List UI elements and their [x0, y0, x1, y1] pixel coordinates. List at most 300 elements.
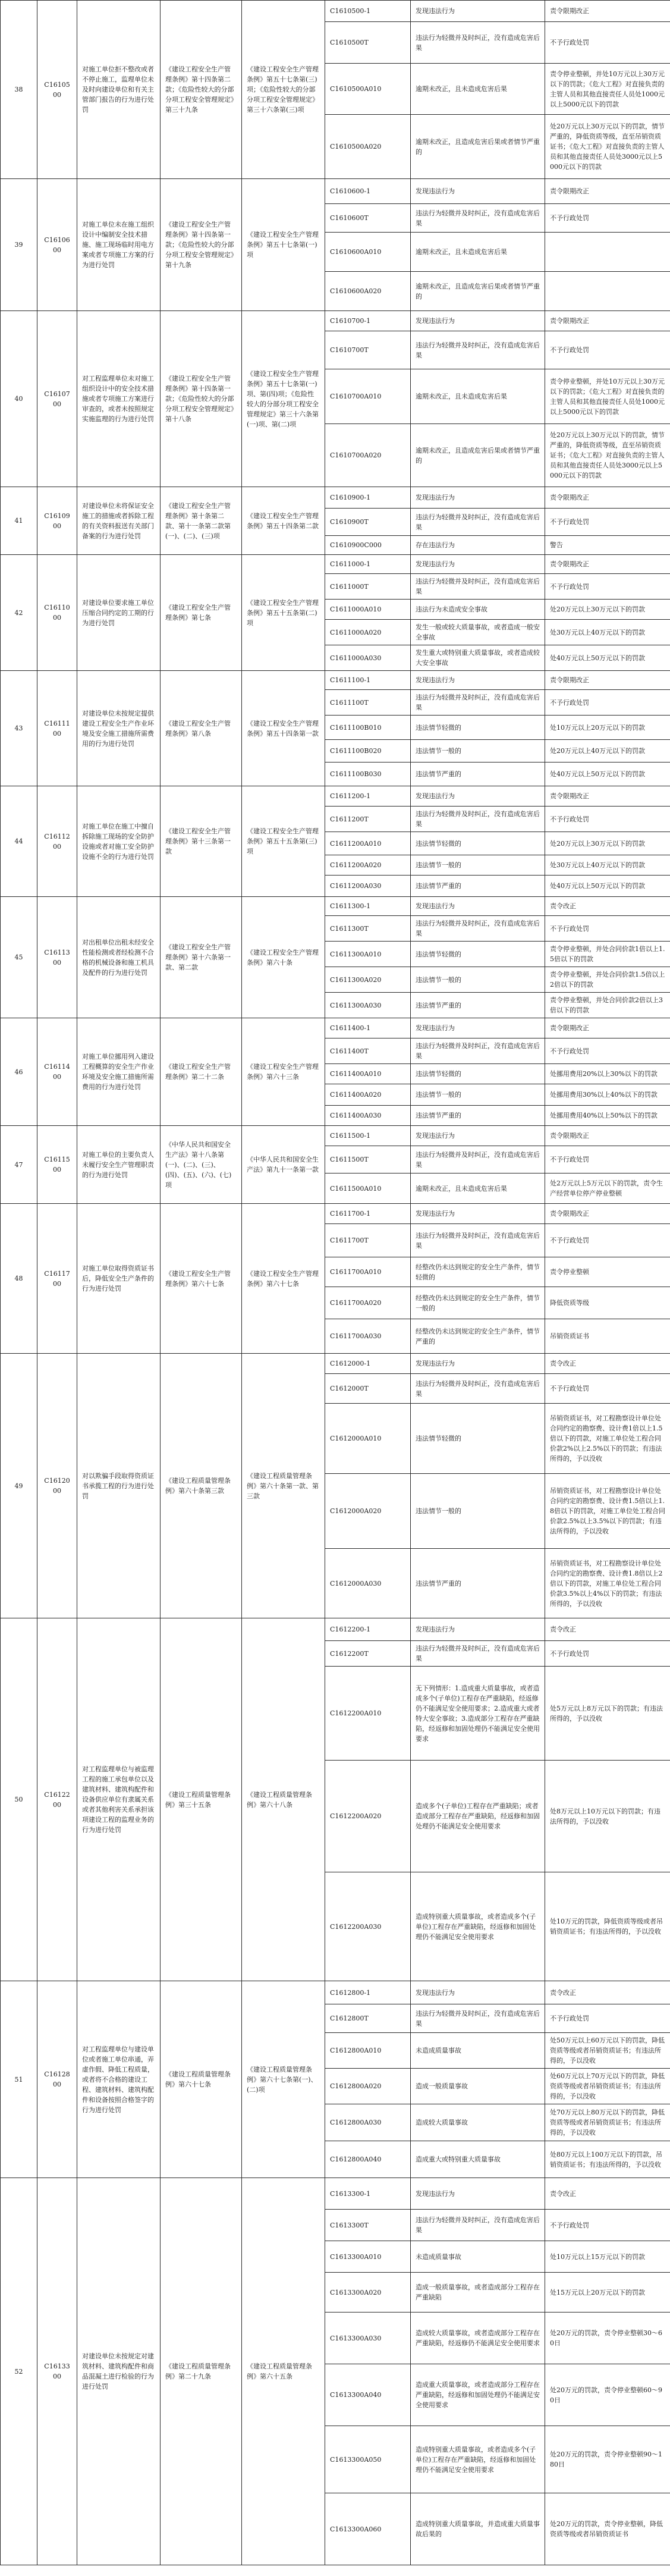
violation-condition: 发现违法行为	[411, 179, 545, 204]
sub-item-code: C1610500A020	[325, 115, 411, 179]
penalty-standard: 不予行政处罚	[545, 916, 670, 942]
violation-condition: 经整改仍未达到规定的安全生产条件，情节轻微的	[411, 1257, 545, 1287]
sub-item-code: C1612200A010	[325, 1667, 411, 1761]
sub-item-code: C1612000-1	[325, 1354, 411, 1374]
penalty-standard: 处40万元以上50万元以下的罚款	[545, 763, 670, 786]
item-description: 对工程监理单位未对施工组织设计中的安全技术措施或者专项施工方案进行审查的，或者未按照规定实施监理的行为进行处罚	[77, 311, 161, 487]
item-number: 38	[1, 1, 37, 179]
sub-item-code: C1611200T	[325, 807, 411, 832]
item-description: 对建设单位未按规定对建筑材料、建筑构配件和商品混凝土进行检验的行为进行处罚	[77, 2178, 161, 2565]
violation-condition: 逾期未改正，且未造成危害后果	[411, 64, 545, 115]
table-row	[1, 311, 670, 331]
sub-item-code: C1610900-1	[325, 487, 411, 509]
violation-condition: 违法行为轻微并及时纠正，没有造成危害后果	[411, 22, 545, 64]
sub-item-code: C1610500A010	[325, 64, 411, 115]
penalty-standard: 处20万元的罚款，责令停业整顿，降低资质等级或者吊销资质证书	[545, 2493, 670, 2565]
sub-item-code: C1611700A030	[325, 1319, 411, 1354]
penalty-standard: 处20万元以上30万元以下的罚款，情节严重的，降低资质等级，直至吊销资质证书；《危大工程》对直接负责的主管人员和其他直接责任人员处3000元以上5000元以下的罚款	[545, 424, 670, 487]
item-number: 47	[1, 1126, 37, 1204]
penalty-standard: 处20万元的罚款，责令停业整顿90～180日	[545, 2426, 670, 2493]
penalty-standard: 处8万元以上10万元以下的罚款；有违法所得的，予以没收	[545, 1761, 670, 1872]
sub-item-code: C1611100-1	[325, 671, 411, 690]
penalty-standard: 不予行政处罚	[545, 1641, 670, 1667]
legal-basis-requirement: 《建设工程安全生产管理条例》第十六条第一款、第二款	[161, 897, 242, 1018]
violation-condition: 发现违法行为	[411, 1126, 545, 1146]
table-row	[1, 179, 670, 204]
violation-condition: 违法行为轻微并及时纠正，没有造成危害后果	[411, 1038, 545, 1064]
violation-condition: 发现违法行为	[411, 487, 545, 509]
violation-condition: 逾期未改正，且造成危害后果或者情节严重的	[411, 115, 545, 179]
legal-basis-penalty: 《建设工程质量管理条例》第六十五条	[242, 2178, 325, 2565]
violation-condition: 违法情节一般的	[411, 1474, 545, 1549]
sub-item-code: C1610700-1	[325, 311, 411, 331]
table-row	[1, 1354, 670, 1374]
violation-condition: 经整改仍未达到规定的安全生产条件，情节一般的	[411, 1287, 545, 1319]
sub-item-code: C1610700T	[325, 331, 411, 369]
sub-item-code: C1611000T	[325, 574, 411, 600]
sub-item-code: C1611300T	[325, 916, 411, 942]
item-code: C1611000	[37, 555, 77, 671]
sub-item-code: C1610700A010	[325, 369, 411, 424]
sub-item-code: C1611100T	[325, 690, 411, 716]
item-number: 39	[1, 179, 37, 311]
violation-condition: 违法情节严重的	[411, 876, 545, 897]
sub-item-code: C1612800A030	[325, 2104, 411, 2141]
legal-basis-requirement: 《建设工程质量管理条例》第二十九条	[161, 2178, 242, 2565]
violation-condition: 发现违法行为	[411, 1, 545, 22]
sub-item-code: C1612800T	[325, 2004, 411, 2033]
violation-condition: 造成重大或特别重大质量事故	[411, 2141, 545, 2178]
sub-item-code: C1613300A030	[325, 2313, 411, 2364]
penalty-standard: 责令限期改正	[545, 487, 670, 509]
item-code: C1610900	[37, 487, 77, 555]
sub-item-code: C1612000T	[325, 1374, 411, 1404]
table-row	[1, 786, 670, 807]
sub-item-code: C1611300A020	[325, 967, 411, 993]
violation-condition: 违法情节严重的	[411, 993, 545, 1018]
penalty-standard: 吊销资质证书	[545, 1319, 670, 1354]
violation-condition: 违法行为轻微并及时纠正，没有造成危害后果	[411, 204, 545, 233]
violation-condition: 发现违法行为	[411, 1204, 545, 1224]
legal-basis-penalty: 《建设工程安全生产管理条例》第五十七条第(三)项；《危险性较大的分部分项工程安全管理规定》第三十六条第(三)项	[242, 1, 325, 179]
legal-basis-requirement: 《建设工程质量管理条例》第六十七条	[161, 1981, 242, 2178]
item-code: C1611700	[37, 1204, 77, 1354]
legal-basis-penalty: 《中华人民共和国安全生产法》第九十一条第一款	[242, 1126, 325, 1204]
legal-basis-requirement: 《建设工程安全生产管理条例》第十四条第一款；《危险性较大的分部分项工程安全管理规定》第十九条	[161, 179, 242, 311]
violation-condition: 违法情节严重的	[411, 763, 545, 786]
table-row	[1, 1, 670, 22]
legal-basis-penalty: 《建设工程安全生产管理条例》第六十三条	[242, 1018, 325, 1126]
penalty-standard: 处60万元以上70万元以下的罚款，降低资质等级或者吊销资质证书；有违法所得的，予以没收	[545, 2069, 670, 2104]
penalty-standard: 责令改正	[545, 1981, 670, 2004]
penalty-standard: 责令限期改正	[545, 1204, 670, 1224]
item-number: 50	[1, 1618, 37, 1981]
violation-condition: 违法行为轻微并及时纠正，没有造成危害后果	[411, 1224, 545, 1257]
penalty-standard: 处20万元以上30万元以下的罚款，情节严重的，降低资质等级，直至吊销资质证书；《危大工程》对直接负责的主管人员和其他直接责任人员处3000元以上5000元以下的罚款	[545, 115, 670, 179]
sub-item-code: C1611400T	[325, 1038, 411, 1064]
penalty-standard: 处40万元以上50万元以下的罚款	[545, 645, 670, 671]
violation-condition: 造成较大质量事故，或者造成部分工程存在严重缺陷，经返修仍不能满足安全使用要求	[411, 2313, 545, 2364]
violation-condition: 违法情节严重的	[411, 1106, 545, 1126]
penalty-standard: 不予行政处罚	[545, 1038, 670, 1064]
penalty-standard: 处20万元的罚款，责令停业整顿30～60日	[545, 2313, 670, 2364]
legal-basis-requirement: 《建设工程安全生产管理条例》第十四条第一款；《危险性较大的分部分项工程安全管理规定》第十八条	[161, 311, 242, 487]
item-code: C1611400	[37, 1018, 77, 1126]
violation-condition: 违法情节轻微的	[411, 832, 545, 855]
penalty-standard: 责令限期改正	[545, 179, 670, 204]
violation-condition: 发现违法行为	[411, 1981, 545, 2004]
violation-condition: 违法行为轻微并及时纠正，没有造成危害后果	[411, 2210, 545, 2241]
item-number: 52	[1, 2178, 37, 2565]
penalty-standard: 处20万元以上30万元以下的罚款	[545, 832, 670, 855]
violation-condition: 无下列情形：1.造成重大质量事故，或者造成多个(子单位)工程存在严重缺陷，经返修仍不能满足安全使用要求；2.造成重大或者特大安全事故；3.造成部分工程存在严重缺陷，经返修和加固处理仍不能满足安全使用要求	[411, 1667, 545, 1761]
penalty-standard: 不予行政处罚	[545, 509, 670, 536]
violation-condition: 发现违法行为	[411, 671, 545, 690]
violation-condition: 逾期未改正，且造成危害后果或者情节严重的	[411, 272, 545, 311]
violation-condition: 违法情节轻微的	[411, 942, 545, 967]
penalty-standard: 吊销资质证书，对工程勘察设计单位处合同约定的勘察费、设计费1.8倍以上2倍以下的罚款，对施工单位处工程合同价款3.5%以上4%以下的罚款；有违法所得的，予以没收	[545, 1549, 670, 1618]
legal-basis-requirement: 《建设工程安全生产管理条例》第八条	[161, 671, 242, 786]
violation-condition: 造成一般质量事故，或者造成部分工程存在严重缺陷	[411, 2273, 545, 2313]
violation-condition: 发现违法行为	[411, 897, 545, 916]
sub-item-code: C1611000-1	[325, 555, 411, 574]
sub-item-code: C1612200A020	[325, 1761, 411, 1872]
violation-condition: 发现违法行为	[411, 2178, 545, 2210]
table-body	[1, 1, 670, 2565]
penalty-standard: 处80万元以上100万元以下的罚款，吊销资质证书；有违法所得的，予以没收	[545, 2141, 670, 2178]
sub-item-code: C1610500-1	[325, 1, 411, 22]
penalty-standard: 责令限期改正	[545, 1126, 670, 1146]
legal-basis-penalty: 《建设工程安全生产管理条例》第五十四条第二款	[242, 487, 325, 555]
item-number: 43	[1, 671, 37, 786]
sub-item-code: C1611200A030	[325, 876, 411, 897]
penalty-standard: 处15万元以上20万元以下的罚款	[545, 2273, 670, 2313]
item-code: C1612200	[37, 1618, 77, 1981]
sub-item-code: C1611300-1	[325, 897, 411, 916]
legal-basis-requirement: 《建设工程安全生产管理条例》第十四条第二款；《危险性较大的分部分项工程安全管理规定》第三十九条	[161, 1, 242, 179]
violation-condition: 经整改仍未达到规定的安全生产条件，情节严重的	[411, 1319, 545, 1354]
item-description: 对出租单位出租未经安全性能检测或者经检测不合格的机械设备和施工机具及配件的行为进行处罚	[77, 897, 161, 1018]
penalty-standard: 不予行政处罚	[545, 574, 670, 600]
violation-condition: 违法行为轻微并及时纠正，没有造成危害后果	[411, 690, 545, 716]
sub-item-code: C1611700-1	[325, 1204, 411, 1224]
penalty-standard: 吊销资质证书，对工程勘察设计单位处合同约定的勘察费、设计费1倍以上1.5倍以下的罚款，对施工单位处工程合同价款2%以上2.5%以下的罚款；有违法所得的，予以没收	[545, 1404, 670, 1474]
sub-item-code: C1611500A010	[325, 1174, 411, 1204]
penalty-standard: 责令限期改正	[545, 555, 670, 574]
legal-basis-penalty: 《建设工程安全生产管理条例》第五十五条第(三)项	[242, 786, 325, 897]
sub-item-code: C1611000A030	[325, 645, 411, 671]
item-description: 对施工单位在施工中擅自拆除施工现场的安全防护设施或者对施工安全防护设施不全的行为进行处罚	[77, 786, 161, 897]
legal-basis-penalty: 《建设工程安全生产管理条例》第六十条	[242, 897, 325, 1018]
violation-condition: 逾期未改正，且未造成危害后果	[411, 369, 545, 424]
item-description: 对施工单位未在施工组织设计中编制安全技术措施、施工现场临时用电方案或者专项施工方案的行为进行处罚	[77, 179, 161, 311]
penalty-standard: 责令限期改正	[545, 1018, 670, 1038]
penalty-standard: 处50万元以上60万元以下的罚款，降低资质等级或者吊销资质证书；有违法所得的，予以没收	[545, 2033, 670, 2069]
violation-condition: 违法行为轻微并及时纠正，没有造成危害后果	[411, 509, 545, 536]
table-row	[1, 671, 670, 690]
violation-condition: 造成较大质量事故	[411, 2104, 545, 2141]
violation-condition: 违法行为轻微并及时纠正，没有造成危害后果	[411, 1146, 545, 1174]
violation-condition: 违法情节轻微的	[411, 716, 545, 740]
violation-condition: 造成特别重大质量事故，或者造成多个(子单位)工程存在严重缺陷，经返修和加固处理仍不能满足安全使用要求	[411, 1872, 545, 1981]
item-code: C1611300	[37, 897, 77, 1018]
sub-item-code: C1611000A010	[325, 600, 411, 620]
sub-item-code: C1613300A060	[325, 2493, 411, 2565]
item-code: C1612000	[37, 1354, 77, 1618]
violation-condition: 发现违法行为	[411, 555, 545, 574]
sub-item-code: C1611000A020	[325, 620, 411, 645]
item-code: C1611500	[37, 1126, 77, 1204]
sub-item-code: C1613300A010	[325, 2241, 411, 2273]
violation-condition: 发生重大或特别重大质量事故，或者造成较大安全事故	[411, 645, 545, 671]
sub-item-code: C1610500T	[325, 22, 411, 64]
sub-item-code: C1611400A030	[325, 1106, 411, 1126]
sub-item-code: C1612800A020	[325, 2069, 411, 2104]
violation-condition: 违法行为轻微并及时纠正，没有造成危害后果	[411, 574, 545, 600]
penalty-standard: 不予行政处罚	[545, 1374, 670, 1404]
penalty-standard: 处挪用费用20%以上30%以下的罚款	[545, 1064, 670, 1084]
sub-item-code: C1613300T	[325, 2210, 411, 2241]
item-description: 对工程监理单位与建设单位或者施工单位串通，弄虚作假、降低工程质量，或者将不合格的建设工程、建筑材料、建筑构配件和设备按照合格签字的行为进行处罚	[77, 1981, 161, 2178]
penalty-standard: 责令停业整顿，并处10万元以上30万元以下的罚款；《危大工程》对直接负责的主管人员和其他直接责任人员处1000元以上5000元以下的罚款	[545, 64, 670, 115]
sub-item-code: C1613300A040	[325, 2364, 411, 2426]
violation-condition: 发现违法行为	[411, 1018, 545, 1038]
sub-item-code: C1610600T	[325, 204, 411, 233]
legal-basis-penalty: 《建设工程质量管理条例》第六十七条第(一)、(二)项	[242, 1981, 325, 2178]
penalty-standard: 责令限期改正	[545, 671, 670, 690]
item-number: 42	[1, 555, 37, 671]
penalty-standard: 责令停业整顿，并处合同价款1倍以上1.5倍以下的罚款	[545, 942, 670, 967]
violation-condition: 违法行为轻微并及时纠正，没有造成危害后果	[411, 2004, 545, 2033]
penalty-standard: 责令限期改正	[545, 311, 670, 331]
penalty-standard: 不予行政处罚	[545, 1146, 670, 1174]
item-code: C1610600	[37, 179, 77, 311]
table-row	[1, 1126, 670, 1146]
sub-item-code: C1612200-1	[325, 1618, 411, 1641]
item-description: 对施工单位拒不整改或者不停止施工，监理单位未及时向建设单位和有关主管部门报告的行为进行处罚	[77, 1, 161, 179]
violation-condition: 逾期未改正，且未造成危害后果	[411, 233, 545, 272]
violation-condition: 发现违法行为	[411, 786, 545, 807]
penalty-standard: 处2万元以上5万元以下的罚款，责令生产经营单位停产停业整顿	[545, 1174, 670, 1204]
penalty-standard: 不予行政处罚	[545, 22, 670, 64]
sub-item-code: C1612800A040	[325, 2141, 411, 2178]
sub-item-code: C1610900C000	[325, 536, 411, 555]
violation-condition: 未造成质量事故	[411, 2241, 545, 2273]
item-number: 41	[1, 487, 37, 555]
legal-basis-requirement: 《中华人民共和国安全生产法》第十八条第(一)、(二)、(三)、(四)、(五)、(六)、(七)项	[161, 1126, 242, 1204]
sub-item-code: C1611200A020	[325, 855, 411, 876]
sub-item-code: C1613300A020	[325, 2273, 411, 2313]
table-row	[1, 1204, 670, 1224]
item-number: 51	[1, 1981, 37, 2178]
penalty-standard	[545, 233, 670, 272]
sub-item-code: C1611200A010	[325, 832, 411, 855]
legal-basis-requirement: 《建设工程安全生产管理条例》第二十二条	[161, 1018, 242, 1126]
sub-item-code: C1611400A010	[325, 1064, 411, 1084]
penalty-standard: 降低资质等级	[545, 1287, 670, 1319]
penalty-standard: 处10万元以上15万元以下的罚款	[545, 2241, 670, 2273]
legal-basis-penalty: 《建设工程质量管理条例》第六十条第一款、第三款	[242, 1354, 325, 1618]
sub-item-code: C1612000A030	[325, 1549, 411, 1618]
item-description: 对建设单位要求施工单位压缩合同约定的工期的行为进行处罚	[77, 555, 161, 671]
sub-item-code: C1611200-1	[325, 786, 411, 807]
legal-basis-requirement: 《建设工程质量管理条例》第六十条第三款	[161, 1354, 242, 1618]
item-description: 对工程监理单位与被监理工程的施工承包单位以及建筑材料、建筑构配件和设备供应单位有隶属关系或者其他利害关系承担该项建设工程的监理业务的行为进行处罚	[77, 1618, 161, 1981]
sub-item-code: C1611500T	[325, 1146, 411, 1174]
sub-item-code: C1610600A020	[325, 272, 411, 311]
violation-condition: 违法行为轻微并及时纠正，没有造成危害后果	[411, 1641, 545, 1667]
penalty-standard: 责令停业整顿	[545, 1257, 670, 1287]
violation-condition: 造成多个(子单位)工程存在严重缺陷；或者造成部分工程存在严重缺陷，经返修和加固处理仍不能满足安全使用要求	[411, 1761, 545, 1872]
legal-basis-penalty: 《建设工程安全生产管理条例》第五十四条第一款	[242, 671, 325, 786]
violation-condition: 违法情节轻微的	[411, 1404, 545, 1474]
violation-condition: 存在违法行为	[411, 536, 545, 555]
penalty-standard: 责令改正	[545, 2178, 670, 2210]
sub-item-code: C1611500-1	[325, 1126, 411, 1146]
legal-basis-penalty: 《建设工程安全生产管理条例》第五十七条第(一)项、第(四)项；《危险性较大的分部分项工程安全管理规定》第三十六条第(一)项、第(二)项	[242, 311, 325, 487]
penalty-standard: 不予行政处罚	[545, 204, 670, 233]
sub-item-code: C1610600A010	[325, 233, 411, 272]
violation-condition: 发现违法行为	[411, 1618, 545, 1641]
legal-basis-requirement: 《建设工程安全生产管理条例》第十条第二款、第十一条第二款第(一)、(二)、(三)项	[161, 487, 242, 555]
item-number: 40	[1, 311, 37, 487]
violation-condition: 违法情节一般的	[411, 855, 545, 876]
sub-item-code: C1611700T	[325, 1224, 411, 1257]
sub-item-code: C1613300A050	[325, 2426, 411, 2493]
sub-item-code: C1611700A020	[325, 1287, 411, 1319]
legal-basis-requirement: 《建设工程质量管理条例》第三十五条	[161, 1618, 242, 1981]
penalty-standard: 责令改正	[545, 897, 670, 916]
violation-condition: 造成特别重大质量事故，并造成重大质量事故后果的	[411, 2493, 545, 2565]
penalty-standard	[545, 272, 670, 311]
penalty-standard: 处挪用费用30%以上40%以下的罚款	[545, 1084, 670, 1106]
item-description: 对施工单位的主要负责人未履行安全生产管理职责的行为进行处罚	[77, 1126, 161, 1204]
sub-item-code: C1611100B030	[325, 763, 411, 786]
penalty-standard: 不予行政处罚	[545, 1224, 670, 1257]
table-row	[1, 555, 670, 574]
penalty-standard: 不予行政处罚	[545, 807, 670, 832]
violation-condition: 发生一般或较大质量事故，或者造成一般安全事故	[411, 620, 545, 645]
penalty-standard: 警告	[545, 536, 670, 555]
violation-condition: 未造成质量事故	[411, 2033, 545, 2069]
legal-basis-penalty: 《建设工程质量管理条例》第六十八条	[242, 1618, 325, 1981]
violation-condition: 逾期未改正，且造成危害后果或者情节严重的	[411, 424, 545, 487]
sub-item-code: C1611300A030	[325, 993, 411, 1018]
item-number: 44	[1, 786, 37, 897]
penalty-standard: 处20万元以上30万元以下的罚款	[545, 600, 670, 620]
sub-item-code: C1612000A020	[325, 1474, 411, 1549]
item-description: 对建设单位未将保证安全施工的措施或者拆除工程的有关资料报送有关部门备案的行为进行处罚	[77, 487, 161, 555]
sub-item-code: C1611100B020	[325, 740, 411, 763]
legal-basis-requirement: 《建设工程安全生产管理条例》第六十七条	[161, 1204, 242, 1354]
item-number: 45	[1, 897, 37, 1018]
sub-item-code: C1610600-1	[325, 179, 411, 204]
sub-item-code: C1612800-1	[325, 1981, 411, 2004]
penalty-standard: 责令停业整顿，并处合同价款2倍以上3倍以下的罚款	[545, 993, 670, 1018]
item-code: C1611200	[37, 786, 77, 897]
violation-condition: 违法行为轻微并及时纠正，没有造成危害后果	[411, 807, 545, 832]
item-code: C1612800	[37, 1981, 77, 2178]
penalty-standard: 处20万元以上40万元以下的罚款	[545, 740, 670, 763]
penalty-standard: 处70万元以上80万元以下的罚款，降低资质等级或者吊销资质证书；有违法所得的，予以没收	[545, 2104, 670, 2141]
table-row	[1, 1018, 670, 1038]
item-code: C1610700	[37, 311, 77, 487]
penalty-standard: 处挪用费用40%以上50%以下的罚款	[545, 1106, 670, 1126]
item-number: 48	[1, 1204, 37, 1354]
penalty-standard: 处20万元的罚款，责令停业整顿60～90日	[545, 2364, 670, 2426]
sub-item-code: C1611300A010	[325, 942, 411, 967]
sub-item-code: C1612200A030	[325, 1872, 411, 1981]
violation-condition: 违法情节严重的	[411, 1549, 545, 1618]
penalty-standard: 不予行政处罚	[545, 690, 670, 716]
sub-item-code: C1611400A020	[325, 1084, 411, 1106]
penalty-standard: 责令改正	[545, 1354, 670, 1374]
item-description: 对施工单位取得资质证书后，降低安全生产条件的行为进行处罚	[77, 1204, 161, 1354]
penalty-standard: 责令停业整顿，并处10万元以上30万元以下的罚款；《危大工程》对直接负责的主管人员和其他直接责任人员处1000元以上5000元以下的罚款	[545, 369, 670, 424]
item-description: 对施工单位挪用列入建设工程概算的安全生产作业环境及安全施工措施所需费用的行为进行处罚	[77, 1018, 161, 1126]
violation-condition: 违法情节一般的	[411, 967, 545, 993]
violation-condition: 违法情节一般的	[411, 1084, 545, 1106]
violation-condition: 发现违法行为	[411, 1354, 545, 1374]
penalty-standard: 责令改正	[545, 1618, 670, 1641]
violation-condition: 造成一般质量事故	[411, 2069, 545, 2104]
table-row	[1, 1981, 670, 2004]
sub-item-code: C1610700A020	[325, 424, 411, 487]
table-row	[1, 897, 670, 916]
legal-basis-penalty: 《建设工程安全生产管理条例》第六十七条	[242, 1204, 325, 1354]
sub-item-code: C1611700A010	[325, 1257, 411, 1287]
penalty-standard: 处5万元以上8万元以下的罚款；有违法所得的，予以没收	[545, 1667, 670, 1761]
legal-basis-requirement: 《建设工程安全生产管理条例》第七条	[161, 555, 242, 671]
penalty-standard: 责令限期改正	[545, 786, 670, 807]
violation-condition: 逾期未改正，且未造成危害后果	[411, 1174, 545, 1204]
table-row	[1, 1618, 670, 1641]
penalty-standard: 不予行政处罚	[545, 2004, 670, 2033]
item-code: C1610500	[37, 1, 77, 179]
penalty-standard: 处10万元以上20万元以下的罚款	[545, 716, 670, 740]
violation-condition: 违法情节轻微的	[411, 1064, 545, 1084]
violation-condition: 违法行为轻微并及时纠正，没有造成危害后果	[411, 916, 545, 942]
violation-condition: 违法情节一般的	[411, 740, 545, 763]
penalty-standard: 吊销资质证书，对工程勘察设计单位处合同约定的勘察费、设计费1.5倍以上1.8倍以下的罚款，对施工单位处工程合同价款2.5%以上3.5%以下的罚款；有违法所得的，予以没收	[545, 1474, 670, 1549]
legal-basis-requirement: 《建设工程安全生产管理条例》第十三条第一款	[161, 786, 242, 897]
violation-condition: 违法行为轻微并及时纠正，没有造成危害后果	[411, 331, 545, 369]
item-code: C1611100	[37, 671, 77, 786]
item-description: 对建设单位未按规定提供建设工程安全生产作业环境及安全施工措施所需费用的行为进行处罚	[77, 671, 161, 786]
item-number: 49	[1, 1354, 37, 1618]
sub-item-code: C1611400-1	[325, 1018, 411, 1038]
penalty-standard: 处40万元以上50万元以下的罚款	[545, 876, 670, 897]
penalty-standard: 处10万元的罚款，降低资质等级或者吊销资质证书；有违法所得的，予以没收	[545, 1872, 670, 1981]
sub-item-code: C1612200T	[325, 1641, 411, 1667]
violation-condition: 发现违法行为	[411, 311, 545, 331]
item-number: 46	[1, 1018, 37, 1126]
violation-condition: 违法行为轻微并及时纠正，没有造成危害后果	[411, 1374, 545, 1404]
penalty-standard: 处30万元以上40万元以下的罚款	[545, 855, 670, 876]
penalty-standard: 不予行政处罚	[545, 331, 670, 369]
sub-item-code: C1612000A010	[325, 1404, 411, 1474]
table-row	[1, 2178, 670, 2210]
sub-item-code: C1611100B010	[325, 716, 411, 740]
legal-basis-penalty: 《建设工程安全生产管理条例》第五十七条第(一)项	[242, 179, 325, 311]
penalty-standard: 责令停业整顿，并处合同价款1.5倍以上2倍以下的罚款	[545, 967, 670, 993]
violation-condition: 违法行为未造成安全事故	[411, 600, 545, 620]
penalty-standard: 不予行政处罚	[545, 2210, 670, 2241]
item-code: C1613300	[37, 2178, 77, 2565]
sub-item-code: C1612800A010	[325, 2033, 411, 2069]
violation-condition: 造成重大质量事故，或者造成部分工程存在严重缺陷，经返修和加固处理仍不能满足安全使用要求	[411, 2364, 545, 2426]
violation-condition: 造成特别重大质量事故，或者造成多个(子单位)工程存在严重缺陷，经返修和加固处理仍不能满足安全使用要求	[411, 2426, 545, 2493]
